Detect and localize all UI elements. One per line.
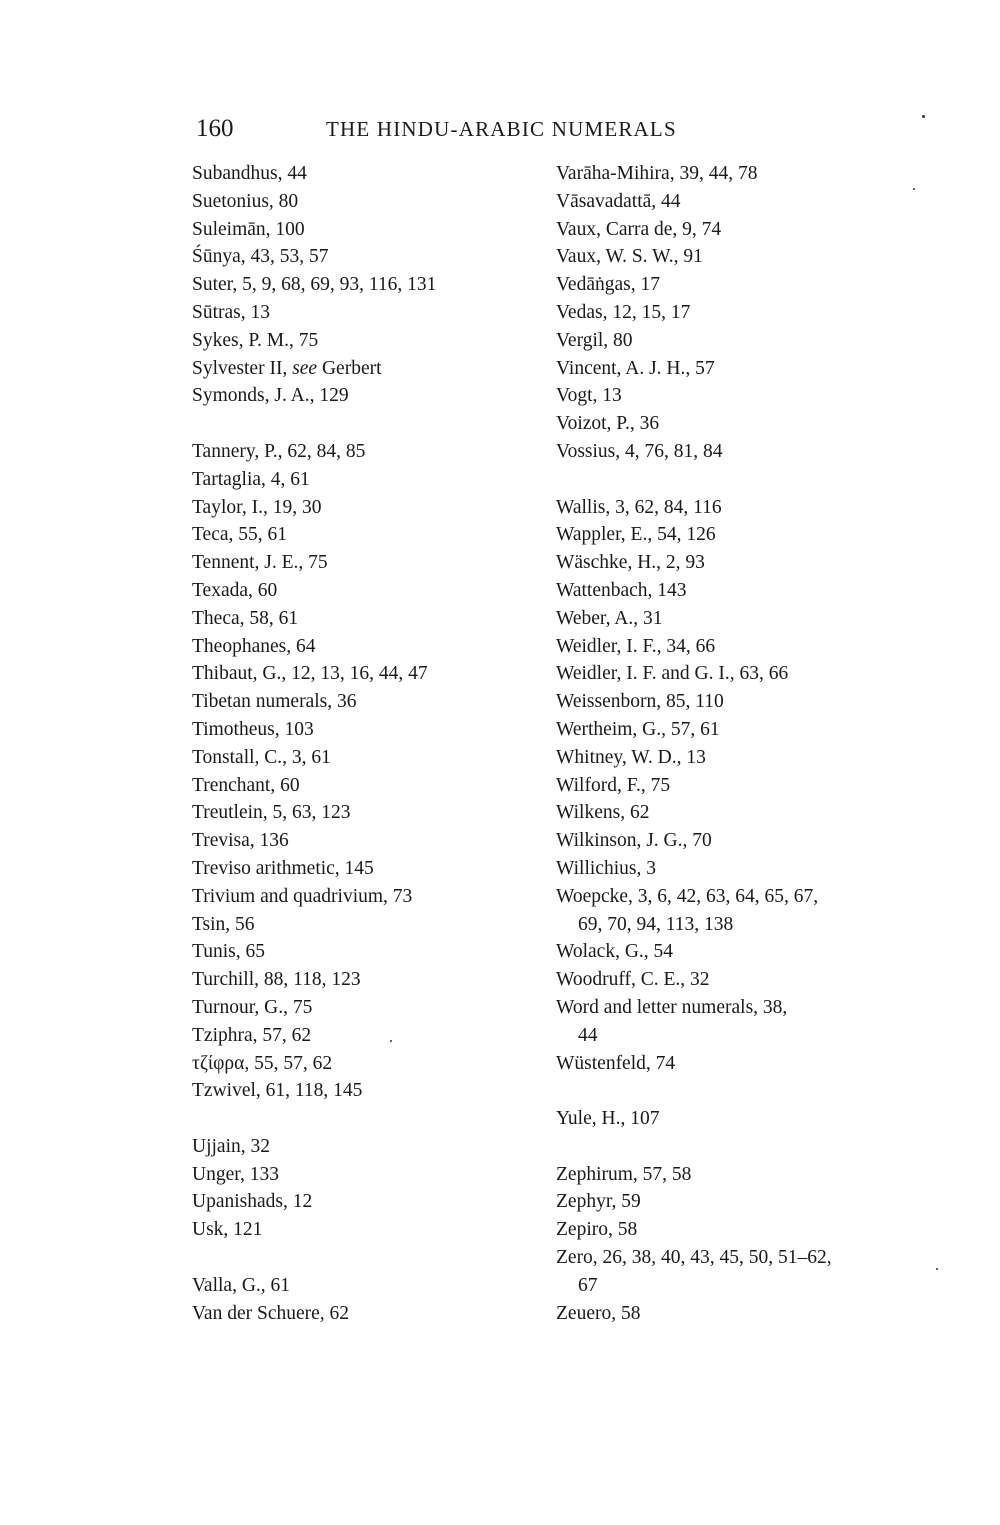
index-entry: Weidler, I. F. and G. I., 63, 66 [556, 663, 789, 685]
index-entry: Weidler, I. F., 34, 66 [556, 635, 716, 657]
index-entry: Tibetan numerals, 36 [192, 691, 357, 713]
index-entry: Zepiro, 58 [556, 1219, 638, 1241]
index-entry: Vergil, 80 [556, 329, 633, 351]
index-entry: Subandhus, 44 [192, 163, 307, 184]
index-entry: Tannery, P., 62, 84, 85 [192, 440, 366, 462]
index-entry: Unger, 133 [192, 1163, 279, 1185]
index-entry: Wallis, 3, 62, 84, 116 [556, 496, 722, 518]
index-gap [556, 1133, 896, 1161]
index-entry: Wolack, G., 54 [556, 941, 674, 963]
index-entry: Wilkens, 62 [556, 802, 650, 824]
index-entry: Trevisa, 136 [192, 830, 289, 852]
index-entry-continuation: 69, 70, 94, 113, 138 [578, 913, 734, 935]
index-entry: Zero, 26, 38, 40, 43, 45, 50, 51–62, [556, 1247, 832, 1269]
index-entry: Wattenbach, 143 [556, 579, 687, 601]
index-entry: Voizot, P., 36 [556, 413, 660, 435]
index-entry: Suleimān, 100 [192, 218, 305, 240]
index-entry: Vossius, 4, 76, 81, 84 [556, 440, 723, 462]
page-header [196, 112, 776, 146]
index-entry: Upanishads, 12 [192, 1191, 313, 1213]
index-entry: Wäschke, H., 2, 93 [556, 552, 705, 574]
index-entry: Vogt, 13 [556, 385, 622, 407]
index-entry: Usk, 121 [192, 1219, 263, 1241]
index-entry: Vincent, A. J. H., 57 [556, 357, 715, 379]
index-entry: τζίφρα, 55, 57, 62 [192, 1052, 333, 1074]
index-entry: Sykes, P. M., 75 [192, 329, 319, 351]
index-entry: Tonstall, C., 3, 61 [192, 746, 331, 768]
index-entry: Woepcke, 3, 6, 42, 63, 64, 65, 67, [556, 885, 819, 907]
index-entry: Wertheim, G., 57, 61 [556, 718, 720, 740]
index-entry: Weber, A., 31 [556, 607, 663, 629]
index-entry: Woodruff, C. E., 32 [556, 969, 710, 991]
stray-mark [922, 115, 925, 118]
index-entry: Taylor, I., 19, 30 [192, 496, 322, 518]
stray-mark [913, 188, 915, 190]
index-entry: Ujjain, 32 [192, 1135, 270, 1157]
index-entry: Wilkinson, J. G., 70 [556, 830, 712, 852]
index-entry: Texada, 60 [192, 579, 278, 601]
index-entry: Vaux, Carra de, 9, 74 [556, 218, 722, 240]
index-gap [556, 1077, 896, 1105]
index-entry: Willichius, 3 [556, 857, 656, 879]
index-entry-continuation: 44 [578, 1024, 598, 1046]
index-entry: Wüstenfeld, 74 [556, 1052, 676, 1074]
index-entry: Tunis, 65 [192, 941, 265, 963]
running-title: THE HINDU-ARABIC NUMERALS [326, 117, 677, 141]
index-entry-continuation: 67 [578, 1274, 598, 1296]
index-entry: Wappler, E., 54, 126 [556, 524, 716, 546]
index-entry: Wilford, F., 75 [556, 774, 671, 796]
index-entry: Tzwivel, 61, 118, 145 [192, 1080, 363, 1102]
index-entry: Yule, H., 107 [556, 1108, 660, 1130]
index-entry: Vedas, 12, 15, 17 [556, 301, 691, 323]
index-entry: Turchill, 88, 118, 123 [192, 969, 361, 991]
index-entry: Theophanes, 64 [192, 635, 316, 657]
index-entry: Vāsavadattā, 44 [556, 190, 681, 212]
index-entry: Suetonius, 80 [192, 190, 299, 212]
index-entry: Treviso arithmetic, 145 [192, 857, 374, 879]
index-entry: Tartaglia, 4, 61 [192, 468, 310, 490]
index-entry: Valla, G., 61 [192, 1274, 291, 1296]
stray-mark [390, 1040, 392, 1042]
index-entry: Tziphra, 57, 62 [192, 1024, 312, 1046]
index-entry: Turnour, G., 75 [192, 996, 313, 1018]
index-gap [192, 1244, 542, 1272]
index-entry: Symonds, J. A., 129 [192, 385, 349, 407]
index-entry: Tennent, J. E., 75 [192, 552, 328, 574]
page-number: 160 [196, 115, 234, 142]
index-entry: Sylvester II, see Gerbert [192, 357, 382, 379]
index-entry: Zeuero, 58 [556, 1302, 641, 1324]
index-entry: Trenchant, 60 [192, 774, 300, 796]
index-entry: Trivium and quadrivium, 73 [192, 885, 413, 907]
index-entry: Theca, 58, 61 [192, 607, 299, 629]
index-entry: Teca, 55, 61 [192, 524, 288, 546]
index-entry: Weissenborn, 85, 110 [556, 691, 724, 713]
index-entry: Tsin, 56 [192, 913, 255, 935]
stray-mark [936, 1268, 938, 1270]
index-entry: Treutlein, 5, 63, 123 [192, 802, 351, 824]
index-entry: Zephyr, 59 [556, 1191, 641, 1213]
index-entry: Zephirum, 57, 58 [556, 1163, 692, 1185]
index-gap [192, 1105, 542, 1133]
index-gap [192, 410, 542, 438]
index-entry: Varāha-Mihira, 39, 44, 78 [556, 163, 758, 184]
index-entry: Thibaut, G., 12, 13, 16, 44, 47 [192, 663, 428, 685]
index-entry: Vedāṅgas, 17 [556, 274, 660, 296]
index-column-left [192, 160, 542, 1327]
index-entry: Vaux, W. S. W., 91 [556, 246, 703, 268]
index-entry: Timotheus, 103 [192, 718, 314, 740]
index-entry: Whitney, W. D., 13 [556, 746, 706, 768]
index-column-right [556, 160, 896, 1327]
index-gap [556, 466, 896, 494]
index-entry: Van der Schuere, 62 [192, 1302, 350, 1324]
index-entry: Śūnya, 43, 53, 57 [192, 246, 329, 268]
index-entry: Suter, 5, 9, 68, 69, 93, 116, 131 [192, 274, 437, 296]
index-entry: Sūtras, 13 [192, 301, 270, 323]
index-entry: Word and letter numerals, 38, [556, 996, 788, 1018]
